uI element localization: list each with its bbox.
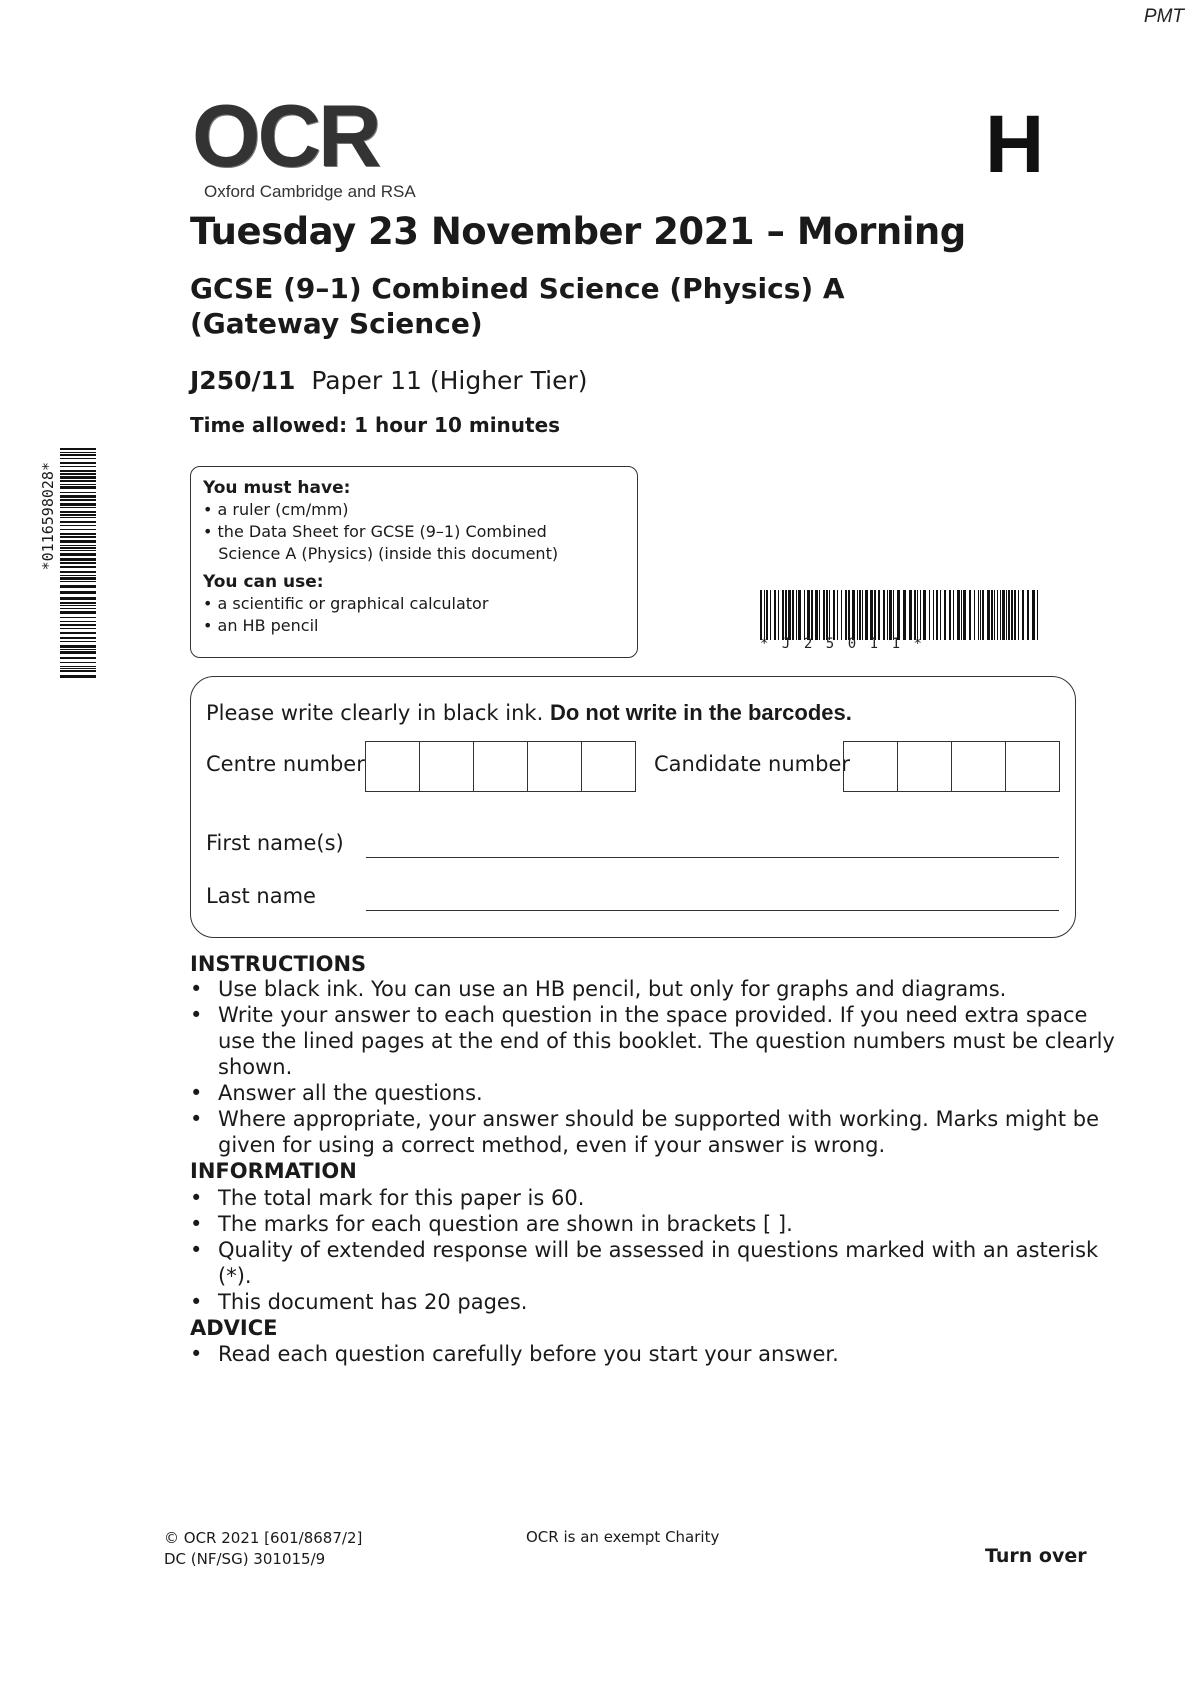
barcode-bar xyxy=(60,571,96,573)
can-use-heading: You can use: xyxy=(203,572,324,592)
candidate-number-field[interactable] xyxy=(843,741,1060,792)
barcode-bar xyxy=(944,590,946,640)
barcode-bar xyxy=(987,590,990,640)
instruction-text: Write your answer to each question in the space provided. If you need extra space use the lined pages at the end of this booklet. The question numbers must be clearly shown. xyxy=(218,1003,1115,1079)
barcode-bar xyxy=(889,590,892,640)
barcode-bar xyxy=(60,507,96,508)
barcode-bar xyxy=(1018,590,1019,640)
barcode-bar xyxy=(1000,590,1001,640)
centre-digit-box[interactable] xyxy=(419,742,473,791)
candidate-digit-box[interactable] xyxy=(1005,742,1059,791)
barcode-bar xyxy=(953,590,954,640)
first-name-field[interactable] xyxy=(366,857,1059,858)
barcode-bar xyxy=(60,562,96,564)
candidate-digit-box[interactable] xyxy=(844,742,897,791)
barcode-bar xyxy=(60,608,96,609)
barcode-bar xyxy=(792,590,794,640)
centre-digit-box[interactable] xyxy=(366,742,419,791)
barcode-bar xyxy=(60,641,96,642)
barcode-bar xyxy=(870,590,873,640)
instructions-heading: INSTRUCTIONS xyxy=(190,952,367,976)
information-text: This document has 20 pages. xyxy=(218,1290,528,1314)
footer-left xyxy=(164,1528,362,1570)
barcode-bar xyxy=(826,590,828,640)
barcode-bar xyxy=(815,590,818,640)
barcode-bar xyxy=(833,590,835,640)
barcode-bar xyxy=(60,550,96,551)
instruction-text: Answer all the questions. xyxy=(218,1081,483,1105)
first-name-label: First name(s) xyxy=(206,831,344,855)
exam-title-line-1: GCSE (9–1) Combined Science (Physics) A xyxy=(190,272,845,305)
barcode-bar xyxy=(760,590,762,640)
barcode-bar xyxy=(60,624,96,626)
barcode-bar xyxy=(60,476,96,479)
time-allowed: Time allowed: 1 hour 10 minutes xyxy=(190,413,561,437)
barcode-bar xyxy=(991,590,993,640)
barcode-bar xyxy=(766,590,768,640)
logo-wordmark: OCR xyxy=(192,86,379,185)
barcode-bar xyxy=(60,581,96,582)
barcode-bar xyxy=(60,621,96,622)
barcode-bar xyxy=(60,448,96,450)
barcode-bar xyxy=(1002,590,1005,640)
charity-note: OCR is an exempt Charity xyxy=(526,1528,720,1546)
information-text: The total mark for this paper is 60. xyxy=(218,1186,585,1210)
instruction-text: Use black ink. You can use an HB pencil, but only for graphs and diagrams. xyxy=(218,977,1007,1001)
paper-name: Paper 11 (Higher Tier) xyxy=(311,366,588,395)
document-ref: DC (NF/SG) 301015/9 xyxy=(164,1550,326,1568)
list-item: • Use black ink. You can use an HB pencil, but only for graphs and diagrams. xyxy=(190,976,1118,1002)
barcode-bar xyxy=(60,632,96,634)
barcode-bar xyxy=(1014,590,1016,640)
barcode-bar xyxy=(957,590,960,640)
list-item: • The total mark for this paper is 60. xyxy=(190,1185,1118,1211)
barcode-bar xyxy=(920,590,921,640)
barcode-bar xyxy=(60,617,96,618)
equipment-box xyxy=(190,466,638,658)
information-text: The marks for each question are shown in brackets [ ]. xyxy=(218,1212,793,1236)
barcode-bar xyxy=(1011,590,1013,640)
barcode-bar xyxy=(982,590,984,640)
barcode-bar xyxy=(837,590,838,640)
barcode-bar xyxy=(929,590,930,640)
barcode-bar xyxy=(878,590,880,640)
barcode-bar xyxy=(60,454,96,456)
barcode-bar xyxy=(60,525,96,526)
barcode-bar xyxy=(60,668,96,669)
barcode-bar xyxy=(903,590,906,640)
barcode-bar xyxy=(914,590,916,640)
barcode-bar xyxy=(940,590,941,640)
must-have-item: • the Data Sheet for GCSE (9–1) Combined xyxy=(203,522,547,541)
barcode-bar xyxy=(60,495,96,498)
barcode-bar xyxy=(60,545,96,546)
list-item: • Where appropriate, your answer should be supported with working. Marks might be given for using a correct method, even if your answer is wrong. xyxy=(190,1106,1118,1158)
barcode-bar xyxy=(774,590,776,640)
barcode-bar xyxy=(782,590,784,640)
barcode-bar xyxy=(60,533,96,535)
barcode-bar xyxy=(60,651,96,654)
barcode-bar xyxy=(859,590,861,640)
barcode-bar xyxy=(60,657,96,659)
barcode-bar xyxy=(936,590,938,640)
exam-date: Tuesday 23 November 2021 – Morning xyxy=(190,210,966,253)
barcode-bar xyxy=(60,566,96,568)
barcode-bar xyxy=(969,590,971,640)
centre-number-label: Centre number xyxy=(206,752,365,776)
barcode-bar xyxy=(60,503,96,506)
barcode-bar xyxy=(60,662,96,663)
barcode-bar xyxy=(897,590,900,640)
barcode-bar xyxy=(997,590,998,640)
barcode-bar xyxy=(60,577,96,580)
barcode-bar xyxy=(60,645,96,648)
barcode-bar xyxy=(60,585,96,588)
barcode-bar xyxy=(804,590,805,640)
logo-subtitle: Oxford Cambridge and RSA xyxy=(204,182,416,201)
barcode-bar xyxy=(909,590,912,640)
list-item: • Read each question carefully before you start your answer. xyxy=(190,1341,1118,1367)
barcode-bar xyxy=(60,486,96,489)
form-prompt-bold: Do not write in the barcodes. xyxy=(549,700,852,725)
barcode-bar xyxy=(848,590,850,640)
barcode-bar xyxy=(60,547,96,549)
barcode-bar xyxy=(980,590,981,640)
paper-code-line xyxy=(190,366,588,395)
barcode-bar xyxy=(770,590,771,640)
barcode-bar xyxy=(60,529,96,530)
barcode-bar xyxy=(785,590,787,640)
candidate-digit-box[interactable] xyxy=(897,742,951,791)
barcode-bar xyxy=(1032,590,1035,640)
barcode-bar xyxy=(994,590,995,640)
barcode-bar xyxy=(60,466,96,467)
barcode-bar xyxy=(764,590,765,640)
can-use-item: • an HB pencil xyxy=(203,616,319,635)
barcode-bar xyxy=(933,590,934,640)
watermark: PMT xyxy=(1143,6,1184,27)
advice-list xyxy=(190,1341,1118,1367)
side-barcode-text: *0116598028* xyxy=(39,462,57,571)
barcode-bar xyxy=(961,590,962,640)
barcode-bar xyxy=(974,590,975,640)
can-use-item: • a scientific or graphical calculator xyxy=(203,594,489,613)
information-text: Quality of extended response will be assessed in questions marked with an asterisk (*). xyxy=(218,1238,1099,1288)
barcode-bar xyxy=(893,590,894,640)
barcode-bar xyxy=(60,605,96,606)
barcode-bar xyxy=(60,473,96,475)
barcode-bar xyxy=(60,452,96,453)
barcode-bar xyxy=(949,590,951,640)
main-barcode-text: *J25011* xyxy=(760,636,936,652)
barcode-bar xyxy=(857,590,858,640)
instruction-text: Where appropriate, your answer should be supported with working. Marks might be given for using a correct method, even if your answer is wrong. xyxy=(218,1107,1099,1157)
centre-number-field[interactable] xyxy=(365,741,636,792)
barcode-bar xyxy=(60,597,96,600)
barcode-bar xyxy=(788,590,791,640)
barcode-bar xyxy=(60,480,96,482)
barcode-bar xyxy=(60,602,96,604)
barcode-bar xyxy=(60,637,96,639)
barcode-bar xyxy=(841,590,842,640)
barcode-bar xyxy=(60,553,96,556)
barcode-bar xyxy=(60,540,96,543)
list-item: • Write your answer to each question in the space provided. If you need extra space use the lined pages at the end of this booklet. The question numbers must be clearly shown. xyxy=(190,1002,1118,1080)
barcode-bar xyxy=(811,590,813,640)
last-name-field[interactable] xyxy=(366,910,1059,911)
candidate-number-label: Candidate number xyxy=(654,752,850,776)
barcode-bar xyxy=(807,590,810,640)
barcode-bar xyxy=(60,499,96,501)
list-item: • Quality of extended response will be assessed in questions marked with an asterisk (*). xyxy=(190,1237,1118,1289)
barcode-bar xyxy=(60,458,96,459)
exam-title-line-2: (Gateway Science) xyxy=(190,307,483,340)
must-have-item: Science A (Physics) (inside this document) xyxy=(203,544,559,563)
barcode-bar xyxy=(852,590,855,640)
copyright: © OCR 2021 [601/8687/2] xyxy=(164,1529,363,1547)
barcode-bar xyxy=(917,590,918,640)
list-item: • Answer all the questions. xyxy=(190,1080,1118,1106)
centre-digit-box[interactable] xyxy=(527,742,581,791)
barcode-bar xyxy=(978,590,979,640)
barcode-bar xyxy=(923,590,926,640)
form-prompt-text: Please write clearly in black ink. xyxy=(206,701,544,725)
barcode-bar xyxy=(60,521,96,523)
barcode-bar xyxy=(60,558,96,561)
barcode-bar xyxy=(60,666,96,667)
barcode-bar xyxy=(798,590,801,640)
advice-text: Read each question carefully before you start your answer. xyxy=(218,1342,839,1366)
must-have-heading: You must have: xyxy=(203,478,351,498)
form-prompt xyxy=(206,700,852,726)
information-heading: INFORMATION xyxy=(190,1159,357,1183)
barcode-bar xyxy=(60,575,96,576)
barcode-bar xyxy=(60,670,96,672)
barcode-bar xyxy=(60,492,96,493)
barcode-bar xyxy=(60,484,96,485)
barcode-bar xyxy=(60,514,96,516)
turn-over: Turn over xyxy=(985,1545,1087,1567)
barcode-bar xyxy=(823,590,825,640)
barcode-bar xyxy=(60,470,96,472)
centre-digit-box[interactable] xyxy=(581,742,635,791)
barcode-bar xyxy=(60,628,96,629)
barcode-bar xyxy=(60,591,96,594)
barcode-bar xyxy=(60,675,96,678)
barcode-bar xyxy=(1027,590,1029,640)
barcode-bar xyxy=(862,590,863,640)
barcode-bar xyxy=(845,590,847,640)
barcode-bar xyxy=(60,611,96,614)
centre-digit-box[interactable] xyxy=(473,742,527,791)
barcode-bar xyxy=(874,590,876,640)
ocr-logo xyxy=(192,86,452,202)
barcode-bar xyxy=(60,511,96,513)
list-item: • The marks for each question are shown in brackets [ ]. xyxy=(190,1211,1118,1237)
barcode-bar xyxy=(963,590,966,640)
barcode-bar xyxy=(778,590,779,640)
barcode-bar xyxy=(1008,590,1010,640)
barcode-bar xyxy=(796,590,797,640)
barcode-bar xyxy=(60,462,96,464)
barcode-bar xyxy=(819,590,820,640)
last-name-label: Last name xyxy=(206,884,316,908)
list-item: • This document has 20 pages. xyxy=(190,1289,1118,1315)
instructions-list xyxy=(190,976,1118,1158)
barcode-bar xyxy=(60,649,96,650)
barcode-bar xyxy=(829,590,830,640)
barcode-bar xyxy=(883,590,885,640)
barcode-bar xyxy=(887,590,888,640)
information-list xyxy=(190,1185,1118,1315)
must-have-item: • a ruler (cm/mm) xyxy=(203,500,349,519)
barcode-bar xyxy=(1037,590,1038,640)
paper-code: J250/11 xyxy=(190,366,296,395)
tier-letter: H xyxy=(985,99,1045,190)
barcode-bar xyxy=(60,517,96,518)
barcode-bar xyxy=(60,536,96,538)
barcode-bar xyxy=(1006,590,1007,640)
barcode-bar xyxy=(1022,590,1024,640)
barcode-bar xyxy=(865,590,868,640)
candidate-digit-box[interactable] xyxy=(951,742,1005,791)
advice-heading: ADVICE xyxy=(190,1316,278,1340)
